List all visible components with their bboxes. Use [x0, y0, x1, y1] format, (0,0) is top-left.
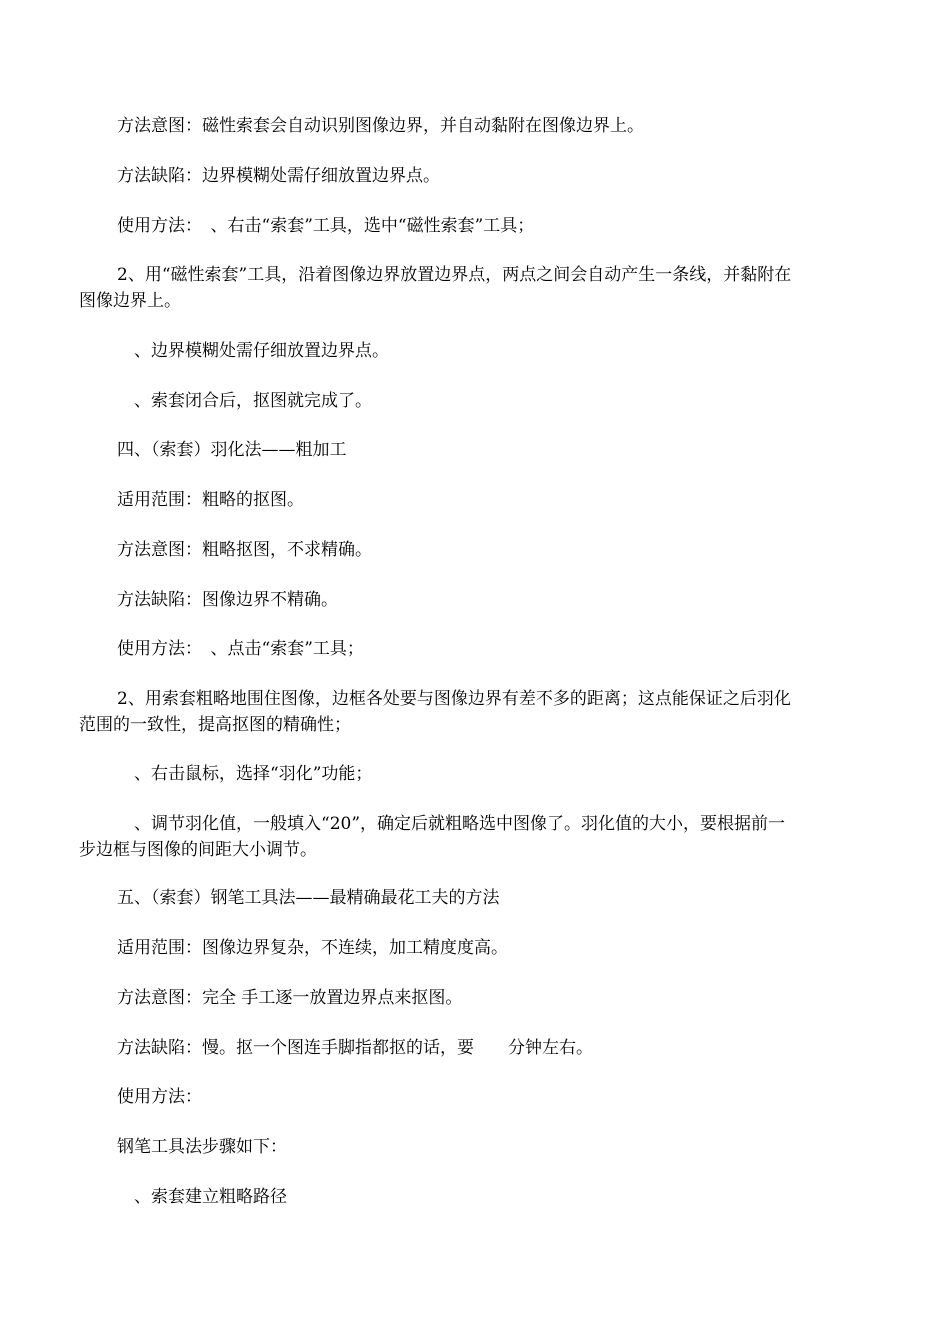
paragraph-method-intent-2: 方法意图：粗略抠图，不求精确。	[117, 540, 372, 560]
paragraph-step-4b: 、调节羽化值，一般填入“20”，确定后就粗略选中图像了。羽化值的大小，要根据前一步边框与图像的间距大小调节。	[79, 814, 786, 860]
paragraph-method-defect-3: 方法缺陷：慢。抠一个图连手脚指都抠的话，要 分钟左右。	[117, 1038, 593, 1058]
paragraph-method-defect-2: 方法缺陷：图像边界不精确。	[117, 590, 338, 610]
paragraph-pen-step-1: 、索套建立粗略路径	[117, 1187, 287, 1207]
paragraph-usage-2: 使用方法： 、点击“索套”工具；	[117, 639, 364, 659]
paragraph-scope: 适用范围：粗略的抠图。	[117, 490, 304, 510]
paragraph-step-2b: 2、用索套粗略地围住图像，边框各处要与图像边界有差不多的距离；这点能保证之后羽化范围的一致性，提高抠图的精确性；	[79, 689, 791, 735]
paragraph-step-3: 、边界模糊处需仔细放置边界点。	[117, 341, 389, 361]
paragraph-method-intent: 方法意图：磁性索套会自动识别图像边界，并自动黏附在图像边界上。	[117, 116, 644, 136]
paragraph-method-defect: 方法缺陷：边界模糊处需仔细放置边界点。	[117, 166, 440, 186]
section-heading-pen: 五、（索套）钢笔工具法——最精确最花工夫的方法	[117, 888, 500, 908]
paragraph-step-2: 2、用“磁性索套”工具，沿着图像边界放置边界点，两点之间会自动产生一条线，并黏附在图像边界上。	[79, 265, 792, 311]
section-heading-feather: 四、（索套）羽化法——粗加工	[117, 440, 347, 460]
paragraph-step-3b: 、右击鼠标，选择“羽化”功能；	[117, 764, 373, 784]
paragraph-method-intent-3: 方法意图：完全 手工逐一放置边界点来抠图。	[117, 988, 463, 1008]
paragraph-usage-3: 使用方法：	[117, 1087, 202, 1107]
paragraph-usage: 使用方法： 、右击“索套”工具，选中“磁性索套”工具；	[117, 216, 535, 236]
paragraph-step-4: 、索套闭合后，抠图就完成了。	[117, 391, 372, 411]
paragraph-scope-3: 适用范围：图像边界复杂，不连续，加工精度度高。	[117, 938, 508, 958]
paragraph-pen-steps: 钢笔工具法步骤如下：	[117, 1137, 287, 1157]
